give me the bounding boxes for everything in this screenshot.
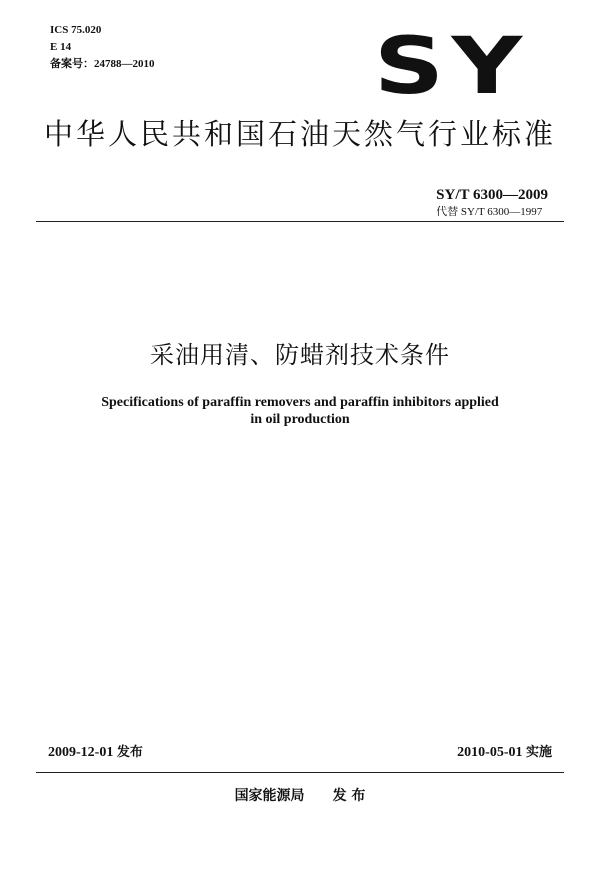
english-title-line-2: in oil production xyxy=(250,412,350,427)
implementation-date: 2010-05-01 xyxy=(457,745,523,760)
replaces-note: 代替 SY/T 6300—1997 xyxy=(436,206,543,218)
document-title-chinese: 采油用清、防蜡剂技术条件 xyxy=(150,341,450,369)
issuer-action: 发 布 xyxy=(332,788,366,804)
standard-code-block xyxy=(436,186,548,220)
record-number: 备案号：24788—2010 xyxy=(50,58,155,70)
issuer-name: 国家能源局 xyxy=(234,788,305,804)
standard-number: SY/T 6300—2009 xyxy=(436,187,548,203)
implementation-date-block xyxy=(457,744,552,762)
ics-code: ICS 75.020 xyxy=(50,24,102,36)
top-divider xyxy=(36,221,564,222)
issue-date: 2009-12-01 xyxy=(48,745,114,760)
document-title-english xyxy=(60,394,540,428)
sy-logo: SY xyxy=(374,22,530,112)
bottom-divider xyxy=(36,772,564,773)
issue-date-block xyxy=(48,744,143,762)
issuer-line xyxy=(0,786,600,806)
english-title-line-1: Specifications of paraffin removers and paraffin inhibitors applied xyxy=(101,395,499,410)
implementation-label: 实施 xyxy=(525,745,552,760)
standard-category-title: 中华人民共和国石油天然气行业标准 xyxy=(43,117,556,151)
classification-code: E 14 xyxy=(50,41,72,53)
metadata-block xyxy=(50,22,155,73)
issue-label: 发布 xyxy=(116,745,143,760)
